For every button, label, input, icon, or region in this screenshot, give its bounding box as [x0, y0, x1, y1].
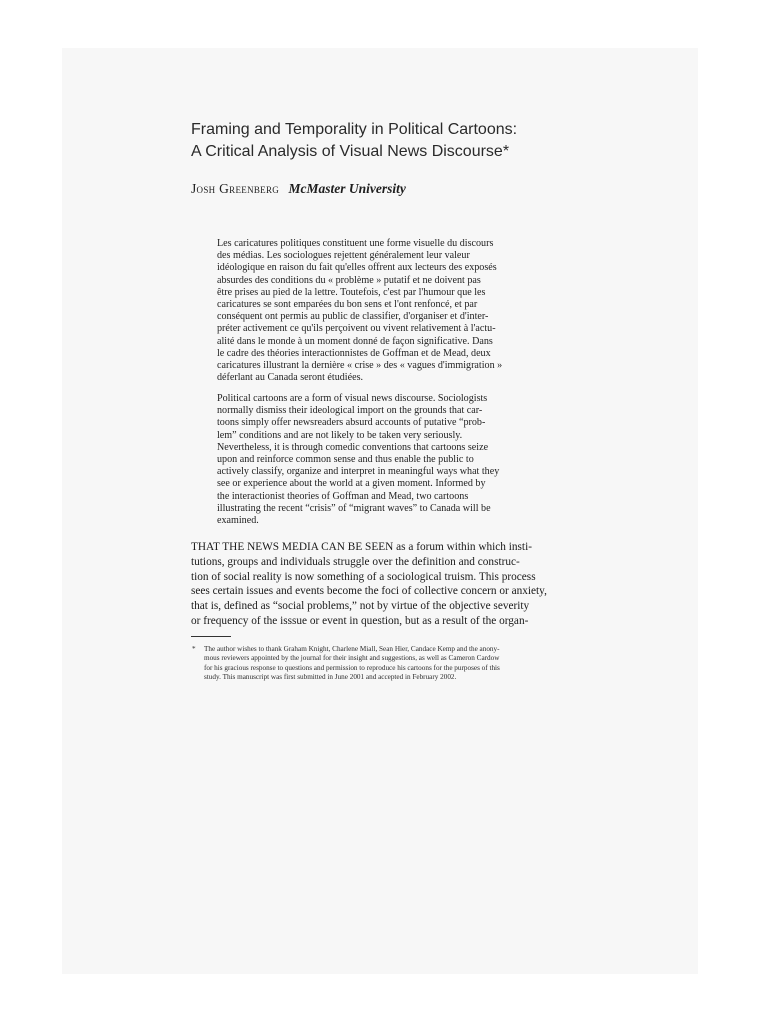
text-line: that is, defined as “social problems,” not by virtue of the objective severity	[191, 600, 530, 613]
text-line: for his gracious response to questions and permission to reproduce his cartoons for the purposes of this	[204, 663, 500, 672]
text-line: déferlant au Canada seront étudiées.	[217, 372, 364, 384]
text-line: toons simply offer newsreaders absurd accounts of putative “prob-	[217, 417, 486, 429]
text-line: Nevertheless, it is through comedic conventions that cartoons seize	[217, 441, 489, 453]
text-line: le cadre des théories interactionnistes de Goffman et de Mead, deux	[217, 347, 491, 359]
footnote	[191, 645, 583, 683]
text-line: or frequency of the isssue or event in question, but as a result of the organ-	[191, 614, 529, 627]
text-line: préter activement ce qu'ils perçoivent ou vivent relativement à l'actu-	[217, 323, 496, 335]
text-line: caricatures se sont emparées du bon sens et l'ont renfoncé, et par	[217, 299, 478, 311]
text-line: actively classify, organize and interpret in meaningful ways what they	[217, 466, 500, 478]
author-affiliation: McMaster University	[288, 181, 406, 196]
text-line: tion of social reality is now something of a sociological truism. This process	[191, 570, 536, 583]
text-line: idéologique en raison du fait qu'elles offrent aux lecteurs des exposés	[217, 262, 497, 274]
abstract-french	[217, 238, 562, 384]
text-line: illustrating the recent “crisis” of “migrant waves” to Canada will be	[217, 502, 491, 514]
text-line: see or experience about the world at a given moment. Informed by	[217, 478, 486, 490]
text-line: THAT THE NEWS MEDIA CAN BE SEEN as a forum within which insti-	[191, 541, 532, 553]
text-line: être prises au pied de la lettre. Toutefois, c'est par l'humour que les	[217, 286, 486, 298]
author-name: Josh Greenberg	[191, 181, 280, 196]
title-line-1: Framing and Temporality in Political Cartoons:	[191, 121, 518, 138]
text-line: conséquent ont permis au public de classifier, d'organiser et d'inter-	[217, 311, 489, 323]
text-line: lem” conditions and are not likely to be taken very seriously.	[217, 429, 463, 441]
byline	[191, 181, 406, 197]
footnote-text	[204, 645, 583, 683]
footnote-marker: *	[192, 645, 196, 653]
article-title	[191, 119, 611, 163]
text-line: tutions, groups and individuals struggle over the definition and construc-	[191, 555, 520, 568]
abstract-english	[217, 393, 562, 527]
text-line: des médias. Les sociologues rejettent généralement leur valeur	[217, 250, 470, 262]
text-line: caricatures illustrant la dernière « crise » des « vagues d'immigration »	[217, 360, 503, 372]
footnote-divider	[191, 636, 231, 637]
text-line: study. This manuscript was first submitted in June 2001 and accepted in February 2002.	[204, 673, 457, 682]
title-line-2: A Critical Analysis of Visual News Discourse*	[191, 143, 510, 160]
text-line: examined.	[217, 515, 259, 527]
body-paragraph	[191, 540, 583, 629]
text-line: mous reviewers appointed by the journal for their insight and suggestions, as well as Cameron Cardow	[204, 654, 500, 663]
text-line: The author wishes to thank Graham Knight, Charlene Miall, Sean Hier, Candace Kemp and the anony-	[204, 645, 500, 653]
text-line: Political cartoons are a form of visual news discourse. Sociologists	[217, 393, 488, 404]
text-line: sees certain issues and events become the foci of collective concern or anxiety,	[191, 585, 547, 598]
text-line: absurdes des conditions du « problème » putatif et ne doivent pas	[217, 274, 481, 286]
text-line: Les caricatures politiques constituent une forme visuelle du discours	[217, 238, 494, 249]
text-line: the interactionist theories of Goffman and Mead, two cartoons	[217, 490, 469, 502]
text-line: alité dans le monde à un moment donné de façon significative. Dans	[217, 335, 493, 347]
text-line: normally dismiss their ideological import on the grounds that car-	[217, 405, 483, 417]
text-line: upon and reinforce common sense and thus enable the public to	[217, 454, 474, 466]
